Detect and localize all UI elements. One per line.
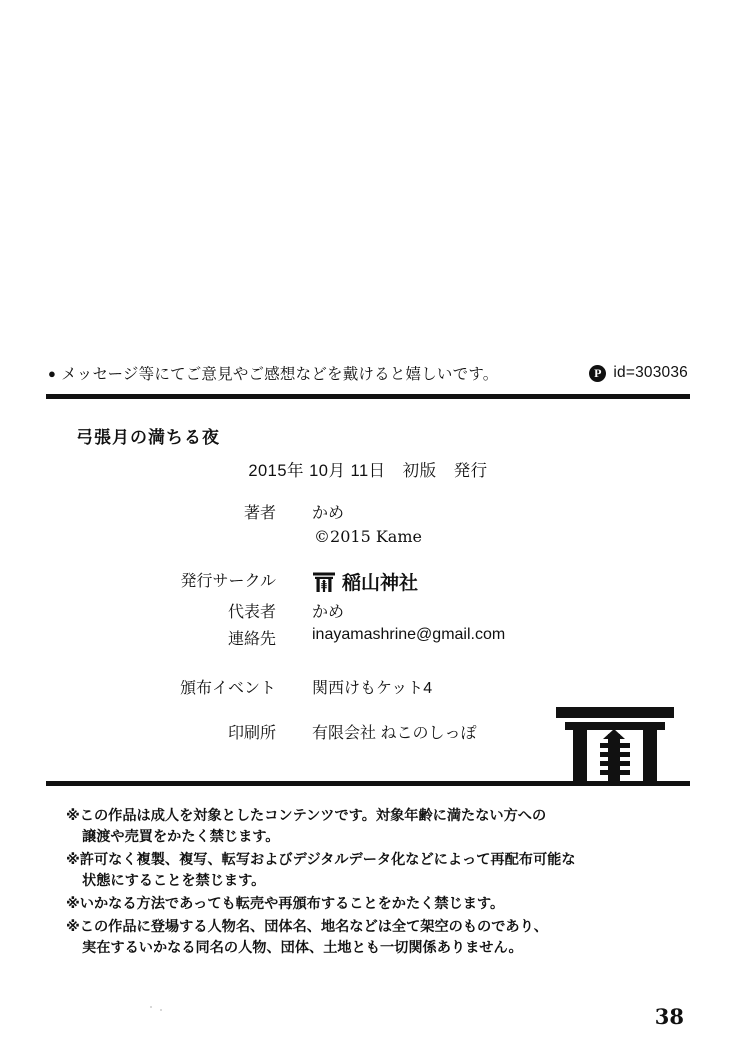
notice-line: ※いかなる方法であっても転売や再頒布することをかたく禁じます。 — [66, 896, 505, 913]
representative-label: 代表者 — [227, 604, 276, 621]
scan-speck — [150, 1006, 152, 1008]
notice-item — [66, 806, 686, 848]
torii-logo-large — [556, 703, 674, 783]
work-title: 弓張月の満ちる夜 — [76, 428, 220, 448]
message-text-group — [48, 362, 499, 384]
copyright-line: ©2015 Kame — [314, 527, 422, 546]
notice-item — [66, 917, 686, 959]
representative-value: かめ — [312, 604, 345, 621]
notice-line: 譲渡や売買をかたく禁じます。 — [82, 829, 280, 846]
pixiv-icon: P — [589, 365, 606, 382]
credit-row-contact — [0, 626, 736, 649]
circle-label: 発行サークル — [180, 573, 276, 590]
scan-speck — [160, 1009, 162, 1011]
pixiv-id-group — [589, 364, 688, 382]
notice-line: ※許可なく複製、複写、転写およびデジタルデータ化などによって再配布可能な — [66, 852, 576, 869]
printer-label: 印刷所 — [227, 725, 276, 742]
torii-icon — [312, 570, 336, 594]
credit-row-representative — [0, 599, 736, 622]
message-text: メッセージ等にてご意見やご感想などを戴けると嬉しいです。 — [61, 366, 499, 383]
divider-bottom — [46, 781, 690, 786]
circle-name: 稲山神社 — [342, 572, 419, 594]
author-value: かめ — [312, 505, 345, 522]
notices-block — [66, 806, 686, 961]
printer-value: 有限会社 ねこのしっぽ — [312, 725, 477, 742]
credit-row-author — [0, 500, 736, 523]
author-label: 著者 — [243, 505, 276, 522]
contact-email[interactable]: inayamashrine@gmail.com — [312, 626, 506, 643]
event-value: 関西けもケット4 — [312, 680, 433, 697]
event-label: 頒布イベント — [179, 680, 276, 697]
circle-value-group — [276, 568, 418, 595]
notice-line: 実在するいかなる同名の人物、団体、土地とも一切関係ありません。 — [82, 940, 523, 957]
divider-top — [46, 394, 690, 399]
notice-item — [66, 850, 686, 892]
credit-row-event — [0, 675, 736, 698]
message-row — [48, 362, 688, 384]
publication-date: 2015年 10月 11日 初版 発行 — [248, 462, 488, 480]
page-number: 38 — [654, 1004, 684, 1029]
pixiv-id-text: id=303036 — [613, 364, 688, 381]
bullet-icon: ● — [48, 365, 57, 381]
notice-line: 状態にすることを禁じます。 — [82, 873, 266, 890]
credit-row-circle — [0, 568, 736, 595]
contact-label: 連絡先 — [227, 631, 276, 648]
notice-item — [66, 894, 686, 915]
notice-line: ※この作品に登場する人物名、団体名、地名などは全て架空のものであり、 — [66, 919, 548, 936]
notice-line: ※この作品は成人を対象としたコンテンツです。対象年齢に満たない方への — [66, 808, 547, 824]
